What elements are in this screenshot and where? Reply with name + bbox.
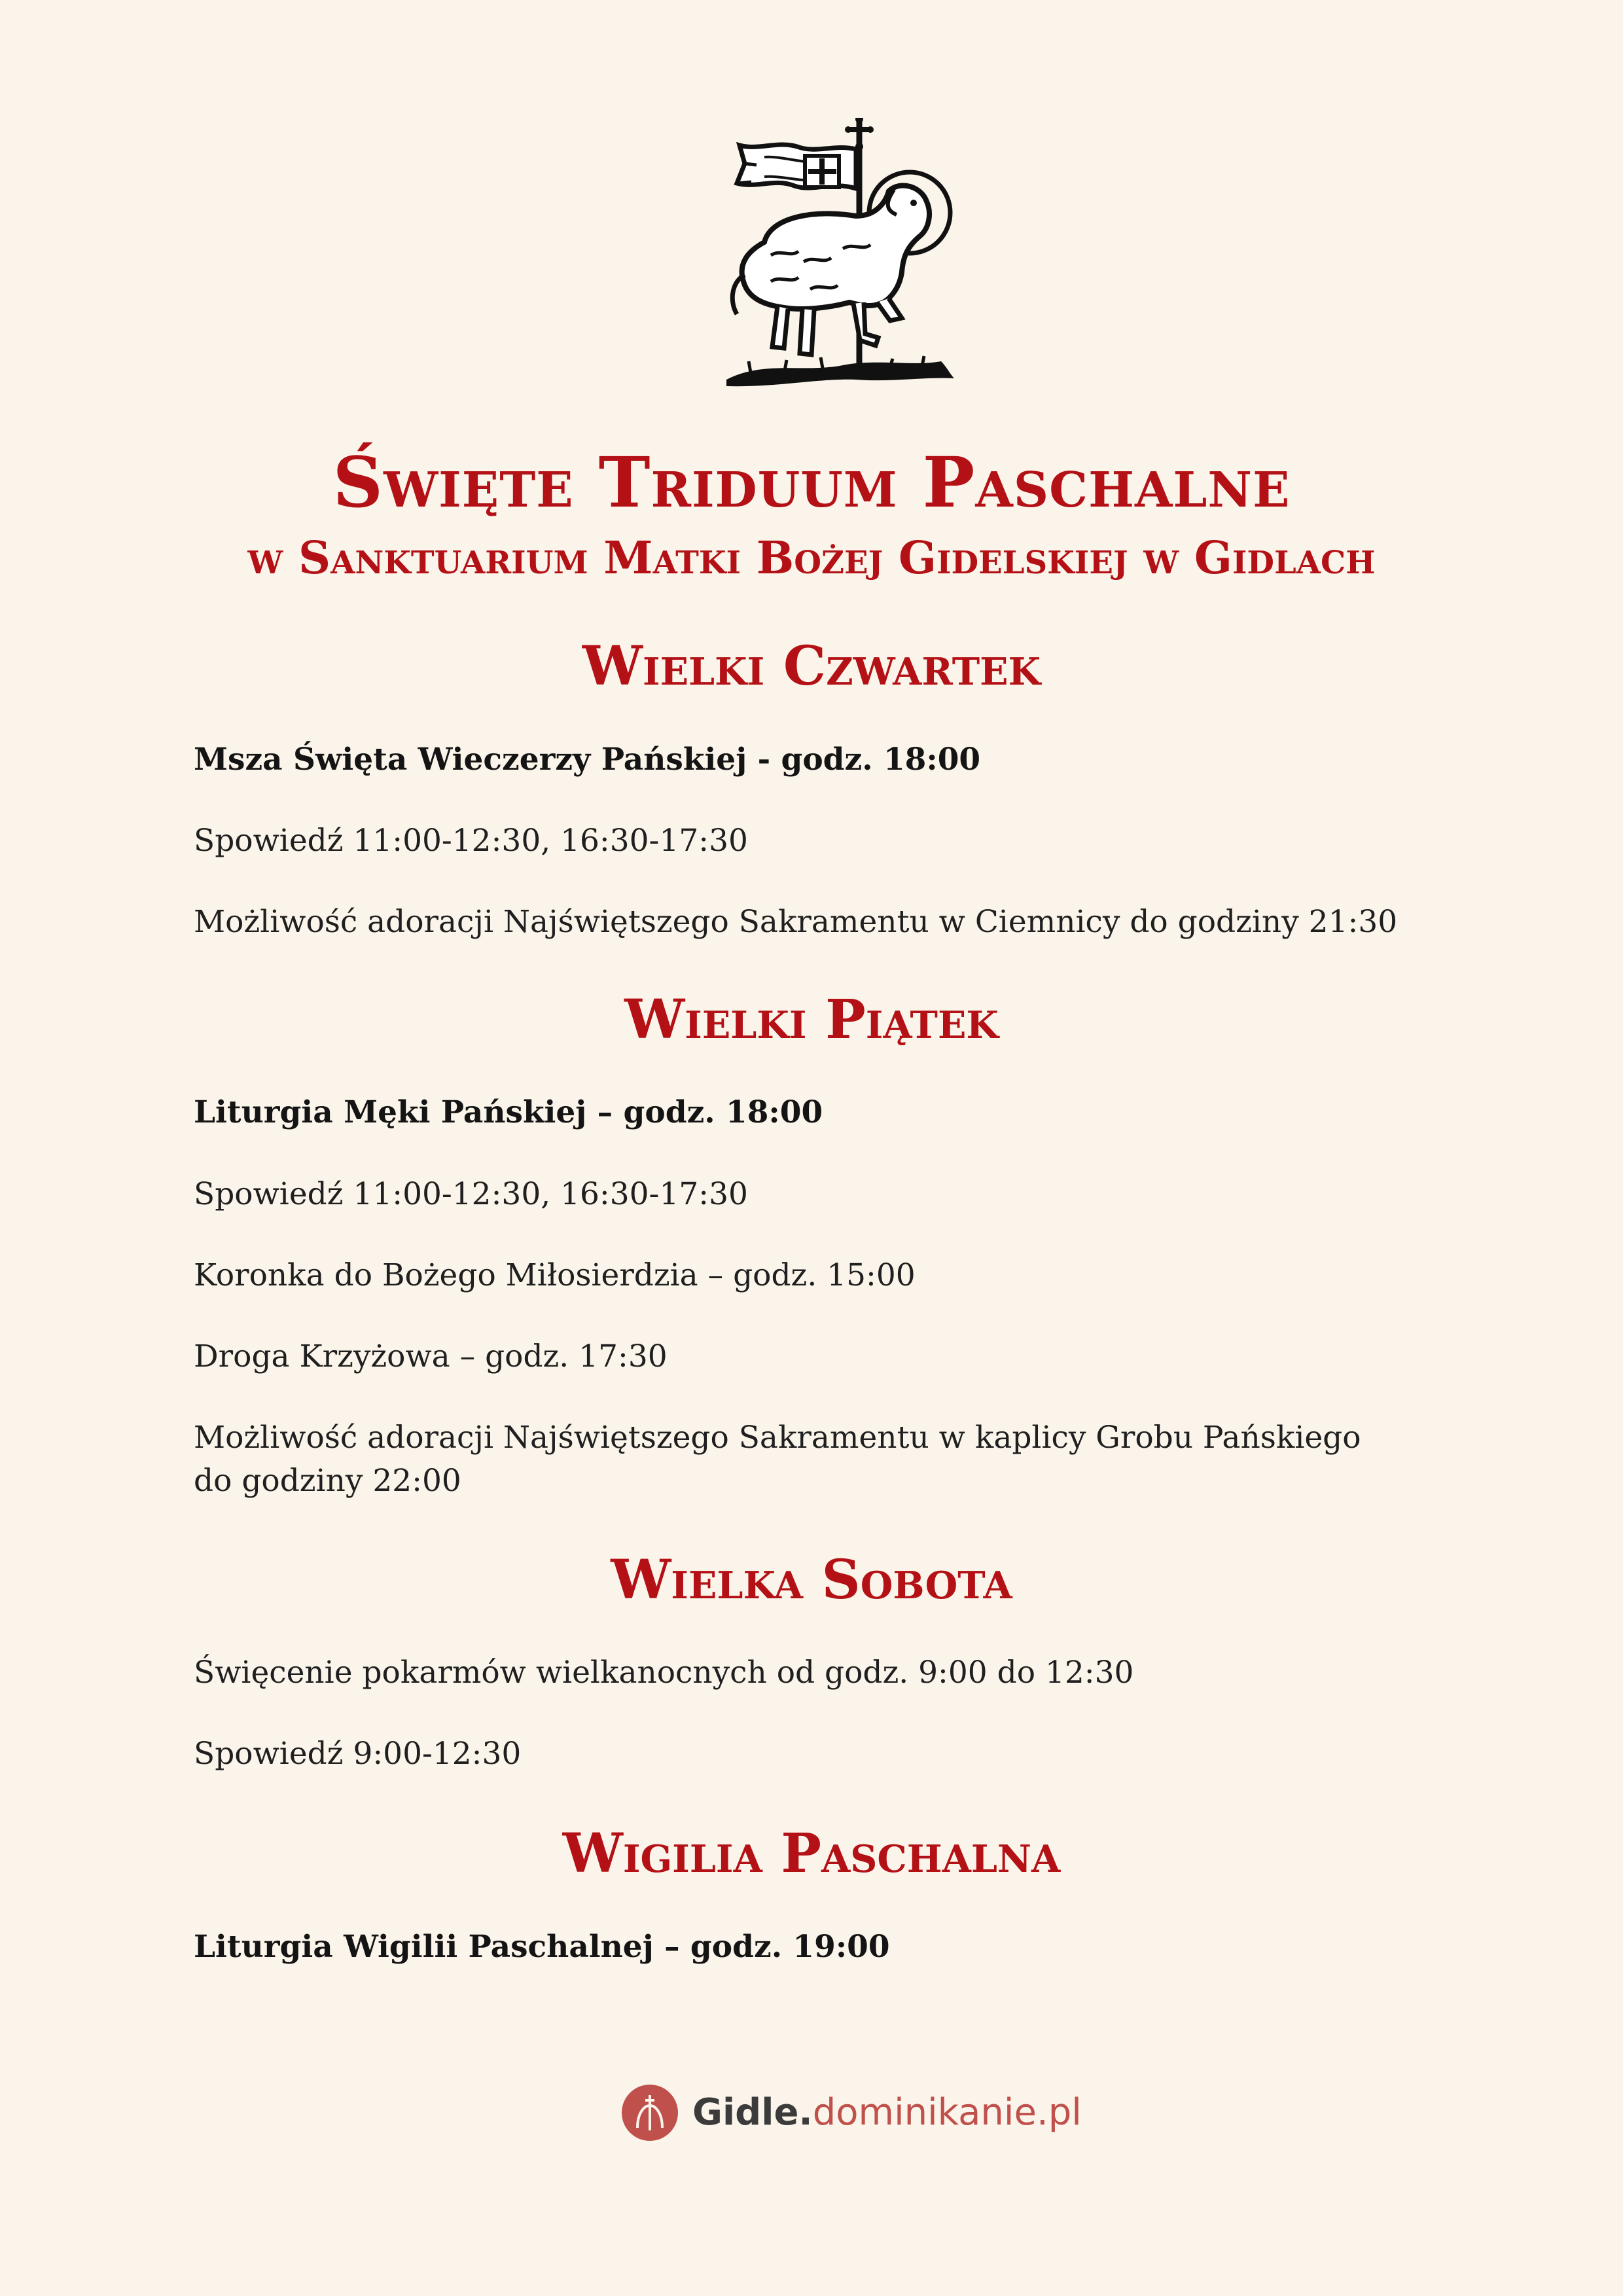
schedule-item: Spowiedź 11:00-12:30, 16:30-17:30 [194, 1176, 748, 1212]
schedule-item: Droga Krzyżowa – godz. 17:30 [194, 1338, 668, 1374]
schedule-item: Spowiedź 11:00-12:30, 16:30-17:30 [194, 823, 748, 859]
schedule-item: Liturgia Męki Pańskiej – godz. 18:00 [194, 1094, 823, 1130]
page-subtitle: w Sanktuarium Matki Bożej Gidelskiej w Gidlach [247, 532, 1376, 584]
schedule-item-line: Możliwość adoracji Najświętszego Sakramentu w kaplicy Grobu Pańskiego [194, 1420, 1361, 1456]
agnus-dei-lamb-icon [725, 118, 955, 399]
schedule-item: Msza Święta Wieczerzy Pańskiej - godz. 18:00 [194, 742, 981, 778]
site-url [692, 2083, 1082, 2142]
schedule-item: Liturgia Wigilii Paschalnej – godz. 19:00 [194, 1929, 890, 1965]
schedule-item-line: do godziny 22:00 [194, 1463, 461, 1499]
section-heading-wielki-czwartek: Wielki Czwartek [582, 635, 1041, 698]
site-domain: dominikanie.pl [812, 2091, 1082, 2134]
schedule-item: Święcenie pokarmów wielkanocnych od godz. 9:00 do 12:30 [194, 1655, 1134, 1691]
schedule-item [194, 1416, 1437, 1503]
schedule-item: Koronka do Bożego Miłosierdzia – godz. 15:00 [194, 1257, 916, 1293]
section-heading-wigilia-paschalna: Wigilia Paschalna [562, 1822, 1061, 1885]
page-title: Święte Triduum Paschalne [332, 441, 1291, 523]
schedule-item: Spowiedź 9:00-12:30 [194, 1736, 522, 1772]
section-heading-wielka-sobota: Wielka Sobota [611, 1549, 1012, 1611]
footer-logo [622, 2083, 1082, 2142]
dominican-logo-icon [622, 2085, 678, 2141]
site-name: Gidle. [692, 2091, 813, 2134]
section-heading-wielki-piatek: Wielki Piątek [624, 988, 999, 1051]
schedule-item: Możliwość adoracji Najświętszego Sakramentu w Ciemnicy do godziny 21:30 [194, 904, 1398, 940]
